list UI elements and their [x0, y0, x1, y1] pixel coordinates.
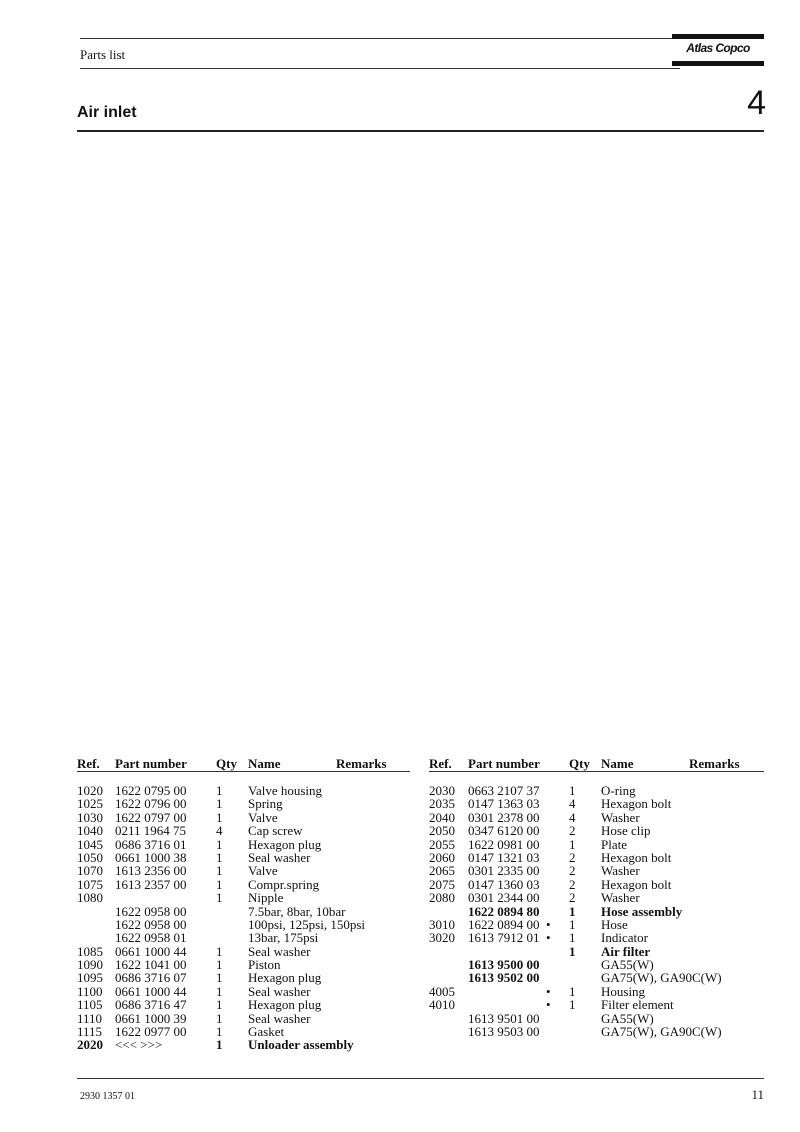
list-item: [569, 971, 576, 984]
bullet-icon: [546, 945, 551, 958]
list-item: 13bar, 175psi: [248, 930, 319, 946]
list-item: [429, 971, 455, 984]
right-header-ref: Ref.: [429, 756, 452, 771]
list-item: [429, 905, 455, 918]
section-title: Air inlet: [77, 104, 137, 121]
list-item: 1050: [77, 849, 103, 865]
list-item: [429, 958, 455, 971]
list-item: 2040: [429, 809, 455, 825]
list-item: Hexagon bolt: [601, 876, 672, 892]
bullet-icon: [546, 864, 551, 877]
bullet-icon: [546, 784, 551, 797]
bullet-icon: [546, 797, 551, 810]
list-item: 2: [569, 863, 576, 879]
list-item: 1622 0981 00: [468, 836, 540, 852]
list-item: 1100: [77, 983, 103, 999]
footer-rule: [77, 1078, 764, 1079]
list-item: 0301 2344 00: [468, 890, 540, 906]
list-item: 0301 2335 00: [468, 863, 540, 879]
list-item: 0661 1000 44: [115, 983, 187, 999]
list-item: Hexagon plug: [248, 836, 322, 852]
list-item: Filter element: [601, 997, 674, 1013]
right-header-name: Name: [601, 756, 634, 771]
document-number: 2930 1357 01: [80, 1091, 135, 1102]
list-item: 1: [569, 916, 576, 932]
header-top-rule: [80, 38, 680, 39]
list-item: 0686 3716 01: [115, 836, 187, 852]
list-item: 1: [569, 836, 576, 852]
list-item: 7.5bar, 8bar, 10bar: [248, 903, 346, 919]
list-item: [468, 998, 540, 1011]
list-item: Plate: [601, 836, 627, 852]
list-item: 2035: [429, 796, 455, 812]
list-item: 1: [216, 997, 223, 1013]
list-item: 2: [569, 849, 576, 865]
list-item: 1045: [77, 836, 103, 852]
list-item: Hose: [601, 916, 628, 932]
list-item: [569, 1025, 576, 1038]
list-item: 1: [569, 997, 576, 1013]
list-item: GA75(W), GA90C(W): [601, 1024, 722, 1040]
list-item: Unloader assembly: [248, 1037, 354, 1053]
list-item: 1040: [77, 823, 103, 839]
bullet-icon: [546, 811, 551, 824]
list-item: 0661 1000 39: [115, 1010, 187, 1026]
list-item: Hexagon plug: [248, 970, 322, 986]
list-item: 0147 1363 03: [468, 796, 540, 812]
list-item: 4: [569, 809, 576, 825]
bullet-icon: •: [546, 983, 551, 999]
list-item: 1622 1041 00: [115, 957, 187, 973]
list-item: Housing: [601, 983, 646, 999]
list-item: Piston: [248, 957, 281, 973]
list-item: Nipple: [248, 890, 284, 906]
list-item: 1: [216, 957, 223, 973]
list-item: 1030: [77, 809, 103, 825]
left-part-column: [115, 784, 187, 1052]
list-item: Washer: [601, 890, 640, 906]
list-item: 4010: [429, 997, 455, 1013]
list-item: 1: [216, 1010, 223, 1026]
list-item: <<< >>>: [115, 1037, 163, 1053]
left-header-name: Name: [248, 756, 281, 771]
left-header-remarks: Remarks: [336, 756, 387, 771]
list-item: Washer: [601, 809, 640, 825]
list-item: [216, 905, 223, 918]
list-item: Hexagon bolt: [601, 849, 672, 865]
list-item: Seal washer: [248, 1010, 311, 1026]
list-item: [77, 905, 103, 918]
list-item: Hose assembly: [601, 903, 683, 919]
list-item: 0661 1000 44: [115, 943, 187, 959]
list-item: [429, 1025, 455, 1038]
bullet-icon: [546, 838, 551, 851]
list-item: 2075: [429, 876, 455, 892]
list-item: 1613 9500 00: [468, 957, 540, 973]
list-item: 2080: [429, 890, 455, 906]
list-item: 0686 3716 47: [115, 997, 187, 1013]
list-item: 3020: [429, 930, 455, 946]
list-item: 1613 2357 00: [115, 876, 187, 892]
list-item: Seal washer: [248, 983, 311, 999]
list-item: 1: [216, 1024, 223, 1040]
list-item: 1: [216, 1037, 223, 1053]
right-ref-column: [429, 784, 455, 1038]
logo-top-bar: [672, 34, 764, 39]
logo-bottom-bar: [672, 61, 764, 66]
bullet-icon: •: [546, 997, 551, 1013]
list-item: 1613 2356 00: [115, 863, 187, 879]
list-item: 1622 0797 00: [115, 809, 187, 825]
list-item: 2: [569, 876, 576, 892]
bullet-icon: [546, 1012, 551, 1025]
list-item: Valve: [248, 809, 278, 825]
list-item: 0347 6120 00: [468, 823, 540, 839]
list-item: 4: [569, 796, 576, 812]
list-item: 0211 1964 75: [115, 823, 187, 839]
list-item: 1622 0796 00: [115, 796, 187, 812]
list-item: Gasket: [248, 1024, 285, 1040]
list-item: 2055: [429, 836, 455, 852]
list-item: [468, 945, 540, 958]
list-item: 1: [216, 783, 223, 798]
right-header-qty: Qty: [569, 756, 590, 771]
list-item: 1: [216, 890, 223, 906]
list-item: 1: [216, 809, 223, 825]
list-item: 0147 1321 03: [468, 849, 540, 865]
bullet-icon: [546, 958, 551, 971]
list-item: 1020: [77, 783, 103, 798]
list-item: [216, 918, 223, 931]
list-item: 0147 1360 03: [468, 876, 540, 892]
header-title: Parts list: [80, 47, 126, 62]
list-item: 1622 0894 00: [468, 916, 540, 932]
bullet-icon: •: [546, 916, 551, 932]
list-item: Cap screw: [248, 823, 303, 839]
list-item: 1110: [77, 1010, 103, 1026]
left-header-qty: Qty: [216, 756, 237, 771]
list-item: 0663 2107 37: [468, 783, 540, 798]
left-header-ref: Ref.: [77, 756, 100, 771]
list-item: 1622 0958 00: [115, 903, 187, 919]
list-item: Seal washer: [248, 943, 311, 959]
list-item: 1115: [77, 1024, 103, 1040]
list-item: 2050: [429, 823, 455, 839]
bullet-icon: [546, 1025, 551, 1038]
list-item: 1: [216, 863, 223, 879]
list-item: 1075: [77, 876, 103, 892]
list-item: 0301 2378 00: [468, 809, 540, 825]
list-item: 1622 0894 80: [468, 903, 540, 919]
list-item: 0686 3716 07: [115, 970, 187, 986]
bullet-icon: [546, 905, 551, 918]
list-item: 1: [216, 943, 223, 959]
list-item: 1: [216, 796, 223, 812]
list-item: 2: [569, 823, 576, 839]
list-item: 100psi, 125psi, 150psi: [248, 916, 366, 932]
header-bottom-rule: [80, 68, 680, 69]
list-item: 1613 9503 00: [468, 1024, 540, 1040]
bullet-icon: [546, 851, 551, 864]
bullet-icon: [546, 878, 551, 891]
list-item: 1070: [77, 863, 103, 879]
list-item: 1105: [77, 997, 103, 1013]
right-header-rule: [429, 771, 764, 772]
right-bullet-column: [546, 784, 551, 1038]
brand-logo: [672, 34, 764, 68]
list-item: [77, 931, 103, 944]
list-item: Indicator: [601, 930, 648, 946]
list-item: GA55(W): [601, 957, 654, 973]
list-item: 1: [216, 983, 223, 999]
bullet-icon: [546, 971, 551, 984]
list-item: GA75(W), GA90C(W): [601, 970, 722, 986]
list-item: 2: [569, 890, 576, 906]
section-rule: [77, 130, 764, 132]
list-item: Compr.spring: [248, 876, 320, 892]
list-item: 4: [216, 823, 223, 839]
list-item: 1613 9501 00: [468, 1010, 540, 1026]
left-qty-column: [216, 784, 223, 1052]
left-ref-column: [77, 784, 103, 1052]
list-item: [115, 891, 187, 904]
list-item: Hexagon plug: [248, 997, 322, 1013]
list-item: O-ring: [601, 783, 636, 798]
list-item: 2065: [429, 863, 455, 879]
list-item: 4005: [429, 983, 455, 999]
list-item: 1: [569, 783, 576, 798]
list-item: GA55(W): [601, 1010, 654, 1026]
list-item: 1: [569, 903, 576, 919]
list-item: 3010: [429, 916, 455, 932]
list-item: Seal washer: [248, 849, 311, 865]
list-item: Hexagon bolt: [601, 796, 672, 812]
list-item: [429, 1012, 455, 1025]
list-item: 1085: [77, 943, 103, 959]
list-item: [569, 1012, 576, 1025]
list-item: 1: [569, 930, 576, 946]
list-item: 1622 0795 00: [115, 783, 187, 798]
left-header-rule: [77, 771, 410, 772]
bullet-icon: [546, 891, 551, 904]
list-item: 1: [569, 943, 576, 959]
list-item: 1613 9502 00: [468, 970, 540, 986]
list-item: Washer: [601, 863, 640, 879]
list-item: 2060: [429, 849, 455, 865]
list-item: Valve: [248, 863, 278, 879]
list-item: 1080: [77, 890, 103, 906]
list-item: [216, 931, 223, 944]
right-qty-column: [569, 784, 576, 1038]
list-item: 1: [216, 849, 223, 865]
list-item: 1090: [77, 957, 103, 973]
list-item: 1613 7912 01: [468, 930, 540, 946]
list-item: 1622 0958 00: [115, 916, 187, 932]
list-item: [429, 945, 455, 958]
list-item: Hose clip: [601, 823, 651, 839]
left-header-part-number: Part number: [115, 756, 187, 771]
list-item: 1025: [77, 796, 103, 812]
list-item: Air filter: [601, 943, 651, 959]
bullet-icon: •: [546, 930, 551, 946]
list-item: [468, 985, 540, 998]
list-item: [569, 958, 576, 971]
right-header-remarks: Remarks: [689, 756, 740, 771]
right-name-column: [601, 784, 722, 1038]
left-name-column: [248, 784, 365, 1052]
list-item: 1: [569, 983, 576, 999]
list-item: 1: [216, 970, 223, 986]
right-header-part-number: Part number: [468, 756, 540, 771]
list-item: Valve housing: [248, 783, 323, 798]
list-item: [77, 918, 103, 931]
list-item: 2030: [429, 783, 455, 798]
chapter-number: 4: [747, 84, 766, 122]
list-item: 1622 0958 01: [115, 930, 187, 946]
list-item: 1095: [77, 970, 103, 986]
bullet-icon: [546, 824, 551, 837]
logo-text: Atlas Copco: [686, 41, 750, 55]
list-item: 1622 0977 00: [115, 1024, 187, 1040]
list-item: 2020: [77, 1037, 103, 1053]
page-number: 11: [751, 1087, 764, 1102]
right-part-column: [468, 784, 540, 1038]
list-item: 0661 1000 38: [115, 849, 187, 865]
list-item: Spring: [248, 796, 283, 812]
list-item: 1: [216, 836, 223, 852]
list-item: 1: [216, 876, 223, 892]
